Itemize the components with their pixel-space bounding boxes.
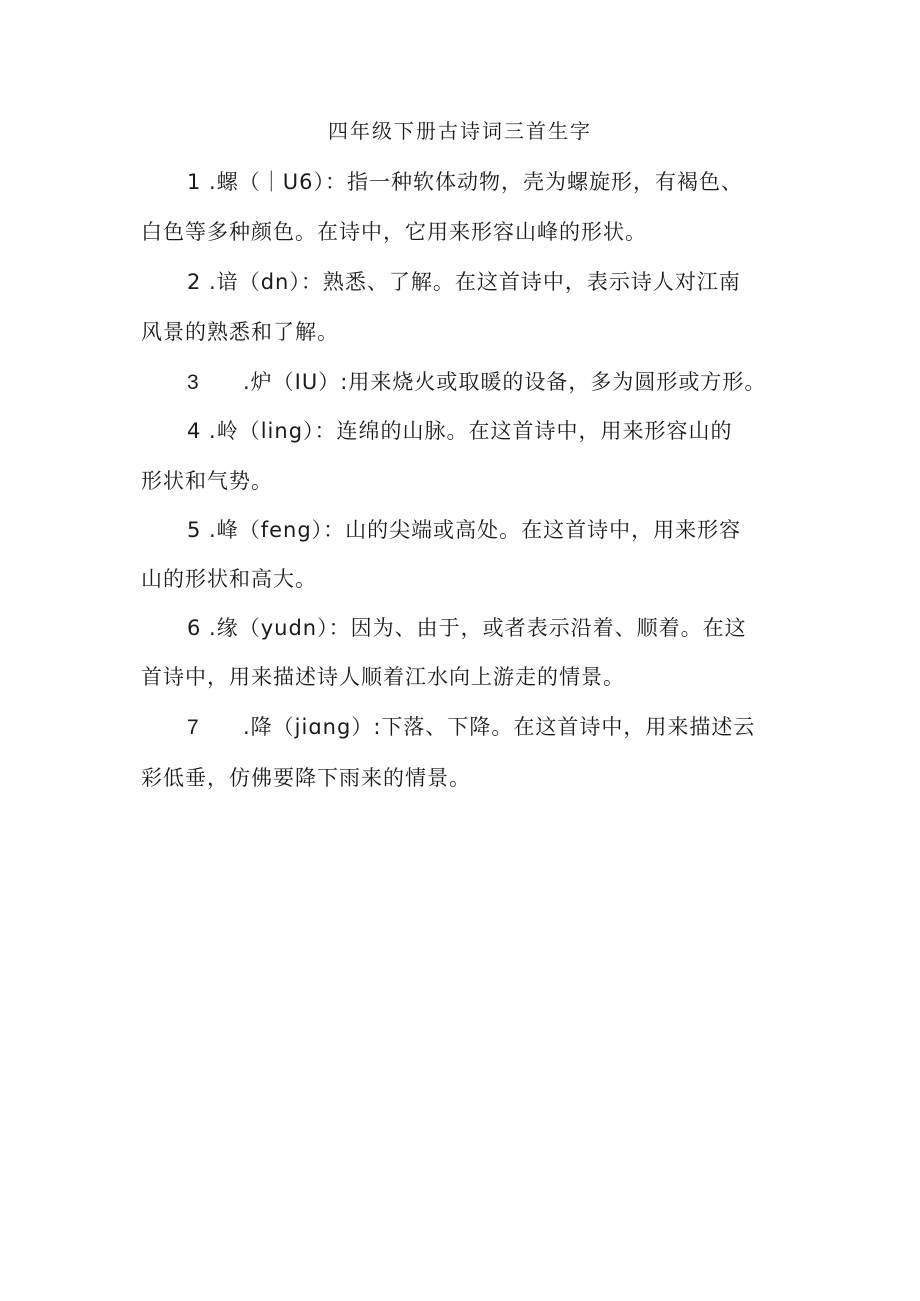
entry-3-text: .炉（IU）:用来烧火或取暖的设备，多为圆形或方形。	[243, 370, 767, 394]
entry-5-line-2: 山的形状和高大。	[141, 567, 317, 591]
entry-4-line-1: 4 .岭（ling）：连绵的山脉。在这首诗中，用来形容山的	[187, 419, 733, 443]
entry-3-number: 3	[187, 371, 200, 394]
entry-2-line-2: 风景的熟悉和了解。	[141, 320, 339, 344]
entry-7-number: 7	[187, 716, 200, 739]
entry-5-line-1: 5 .峰（feng）：山的尖端或高处。在这首诗中，用来形容	[187, 518, 742, 542]
entry-7-line-2: 彩低垂，仿佛要降下雨来的情景。	[141, 766, 471, 790]
entry-6-line-2: 首诗中，用来描述诗人顺着江水向上游走的情景。	[141, 665, 625, 689]
entry-6-line-1: 6 .缘（yudn）：因为、由于，或者表示沿着、顺着。在这	[187, 616, 747, 640]
entry-7-line-1	[187, 712, 755, 743]
document-title: 四年级下册古诗词三首生字	[328, 119, 592, 143]
entry-7-text: .降（jiɑng）:下落、下降。在这首诗中，用来描述云	[243, 715, 756, 739]
entry-2-line-1: 2 .谙（dn）：熟悉、了解。在这首诗中，表示诗人对江南	[187, 270, 741, 294]
entry-3-line-1	[187, 367, 766, 398]
entry-4-line-2: 形状和气势。	[141, 469, 273, 493]
entry-1-line-2: 白色等多种颜色。在诗中，它用来形容山峰的形状。	[141, 220, 647, 244]
entry-1-line-1: 1 .螺（｜U6）：指一种软体动物，壳为螺旋形，有褐色、	[187, 170, 743, 194]
